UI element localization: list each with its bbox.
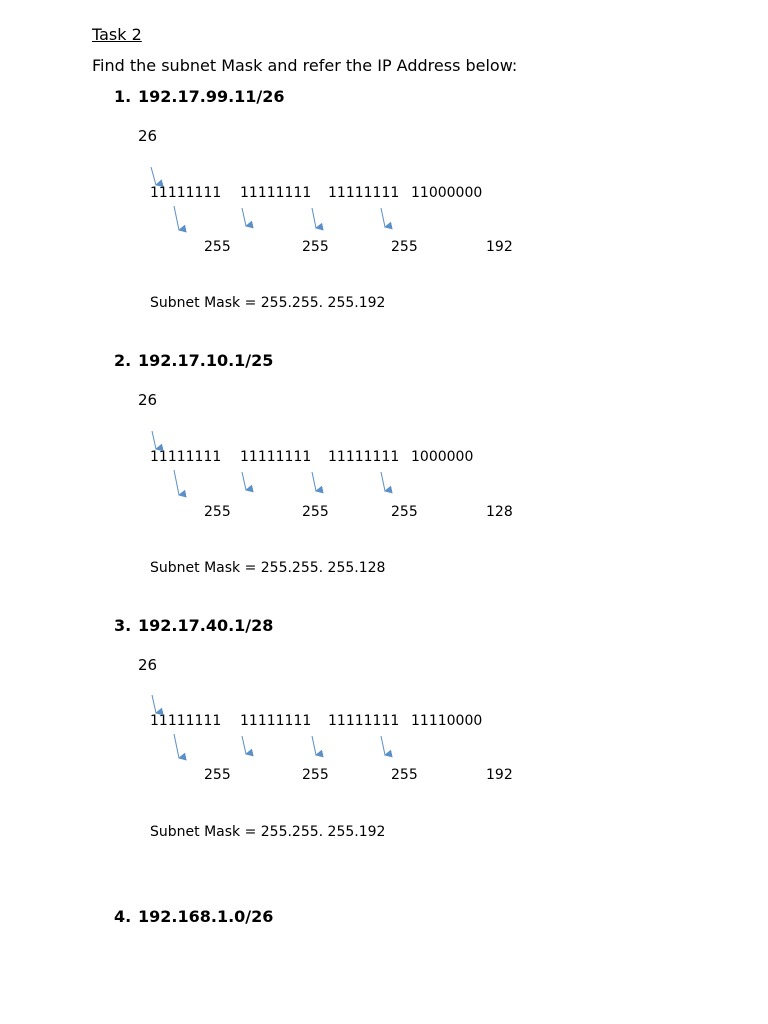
decimal-octet-2: 255 (302, 504, 329, 520)
arrow-icon (312, 736, 316, 755)
decimal-octet-2: 255 (302, 239, 329, 255)
arrow-icon (152, 695, 156, 713)
arrow-icon (242, 472, 246, 490)
binary-octet-2: 11111111 (240, 185, 312, 201)
decimal-octet-3: 255 (391, 767, 418, 783)
decimal-octet-4: 192 (486, 239, 513, 255)
binary-octet-3: 11111111 (328, 713, 400, 729)
decimal-octet-2: 255 (302, 767, 329, 783)
subnet-mask-result: Subnet Mask = 255.255. 255.192 (150, 295, 386, 311)
decimal-octet-1: 255 (204, 239, 231, 255)
decimal-octet-1: 255 (204, 504, 231, 520)
prefix-bits: 26 (138, 656, 158, 674)
arrow-icon (174, 206, 179, 230)
decimal-octet-4: 192 (486, 767, 513, 783)
binary-octet-4: 1000000 (411, 449, 474, 465)
subnet-mask-result: Subnet Mask = 255.255. 255.192 (150, 824, 386, 840)
arrow-icon (312, 472, 316, 491)
arrow-icon (151, 167, 156, 185)
ip-address: 192.17.10.1/25 (138, 351, 274, 370)
item-number: 3. (114, 616, 132, 635)
arrow-icon (381, 208, 385, 227)
subnet-mask-result: Subnet Mask = 255.255. 255.128 (150, 560, 386, 576)
binary-octet-4: 11110000 (411, 713, 483, 729)
binary-octet-2: 11111111 (240, 449, 312, 465)
binary-octet-1: 11111111 (150, 185, 222, 201)
binary-octet-4: 11000000 (411, 185, 483, 201)
decimal-octet-3: 255 (391, 504, 418, 520)
item-number: 4. (114, 907, 132, 926)
ip-address: 192.17.40.1/28 (138, 616, 274, 635)
binary-octet-2: 11111111 (240, 713, 312, 729)
prefix-bits: 26 (138, 127, 158, 145)
arrow-icon (152, 431, 156, 449)
decimal-octet-3: 255 (391, 239, 418, 255)
binary-octet-1: 11111111 (150, 713, 222, 729)
decimal-octet-4: 128 (486, 504, 513, 520)
arrow-icon (242, 736, 246, 754)
arrow-icon (312, 208, 316, 228)
binary-octet-1: 11111111 (150, 449, 222, 465)
item-number: 1. (114, 87, 132, 106)
arrow-icon (381, 472, 385, 491)
prefix-bits: 26 (138, 391, 158, 409)
arrow-icon (174, 734, 179, 758)
ip-address: 192.17.99.11/26 (138, 87, 285, 106)
arrow-icon (381, 736, 385, 755)
arrow-icon (174, 470, 179, 495)
task-title: Task 2 (92, 25, 142, 44)
ip-address: 192.168.1.0/26 (138, 907, 274, 926)
arrow-icon (242, 208, 246, 226)
item-number: 2. (114, 351, 132, 370)
binary-octet-3: 11111111 (328, 185, 400, 201)
binary-octet-3: 11111111 (328, 449, 400, 465)
decimal-octet-1: 255 (204, 767, 231, 783)
instruction-text: Find the subnet Mask and refer the IP Address below: (92, 56, 518, 75)
